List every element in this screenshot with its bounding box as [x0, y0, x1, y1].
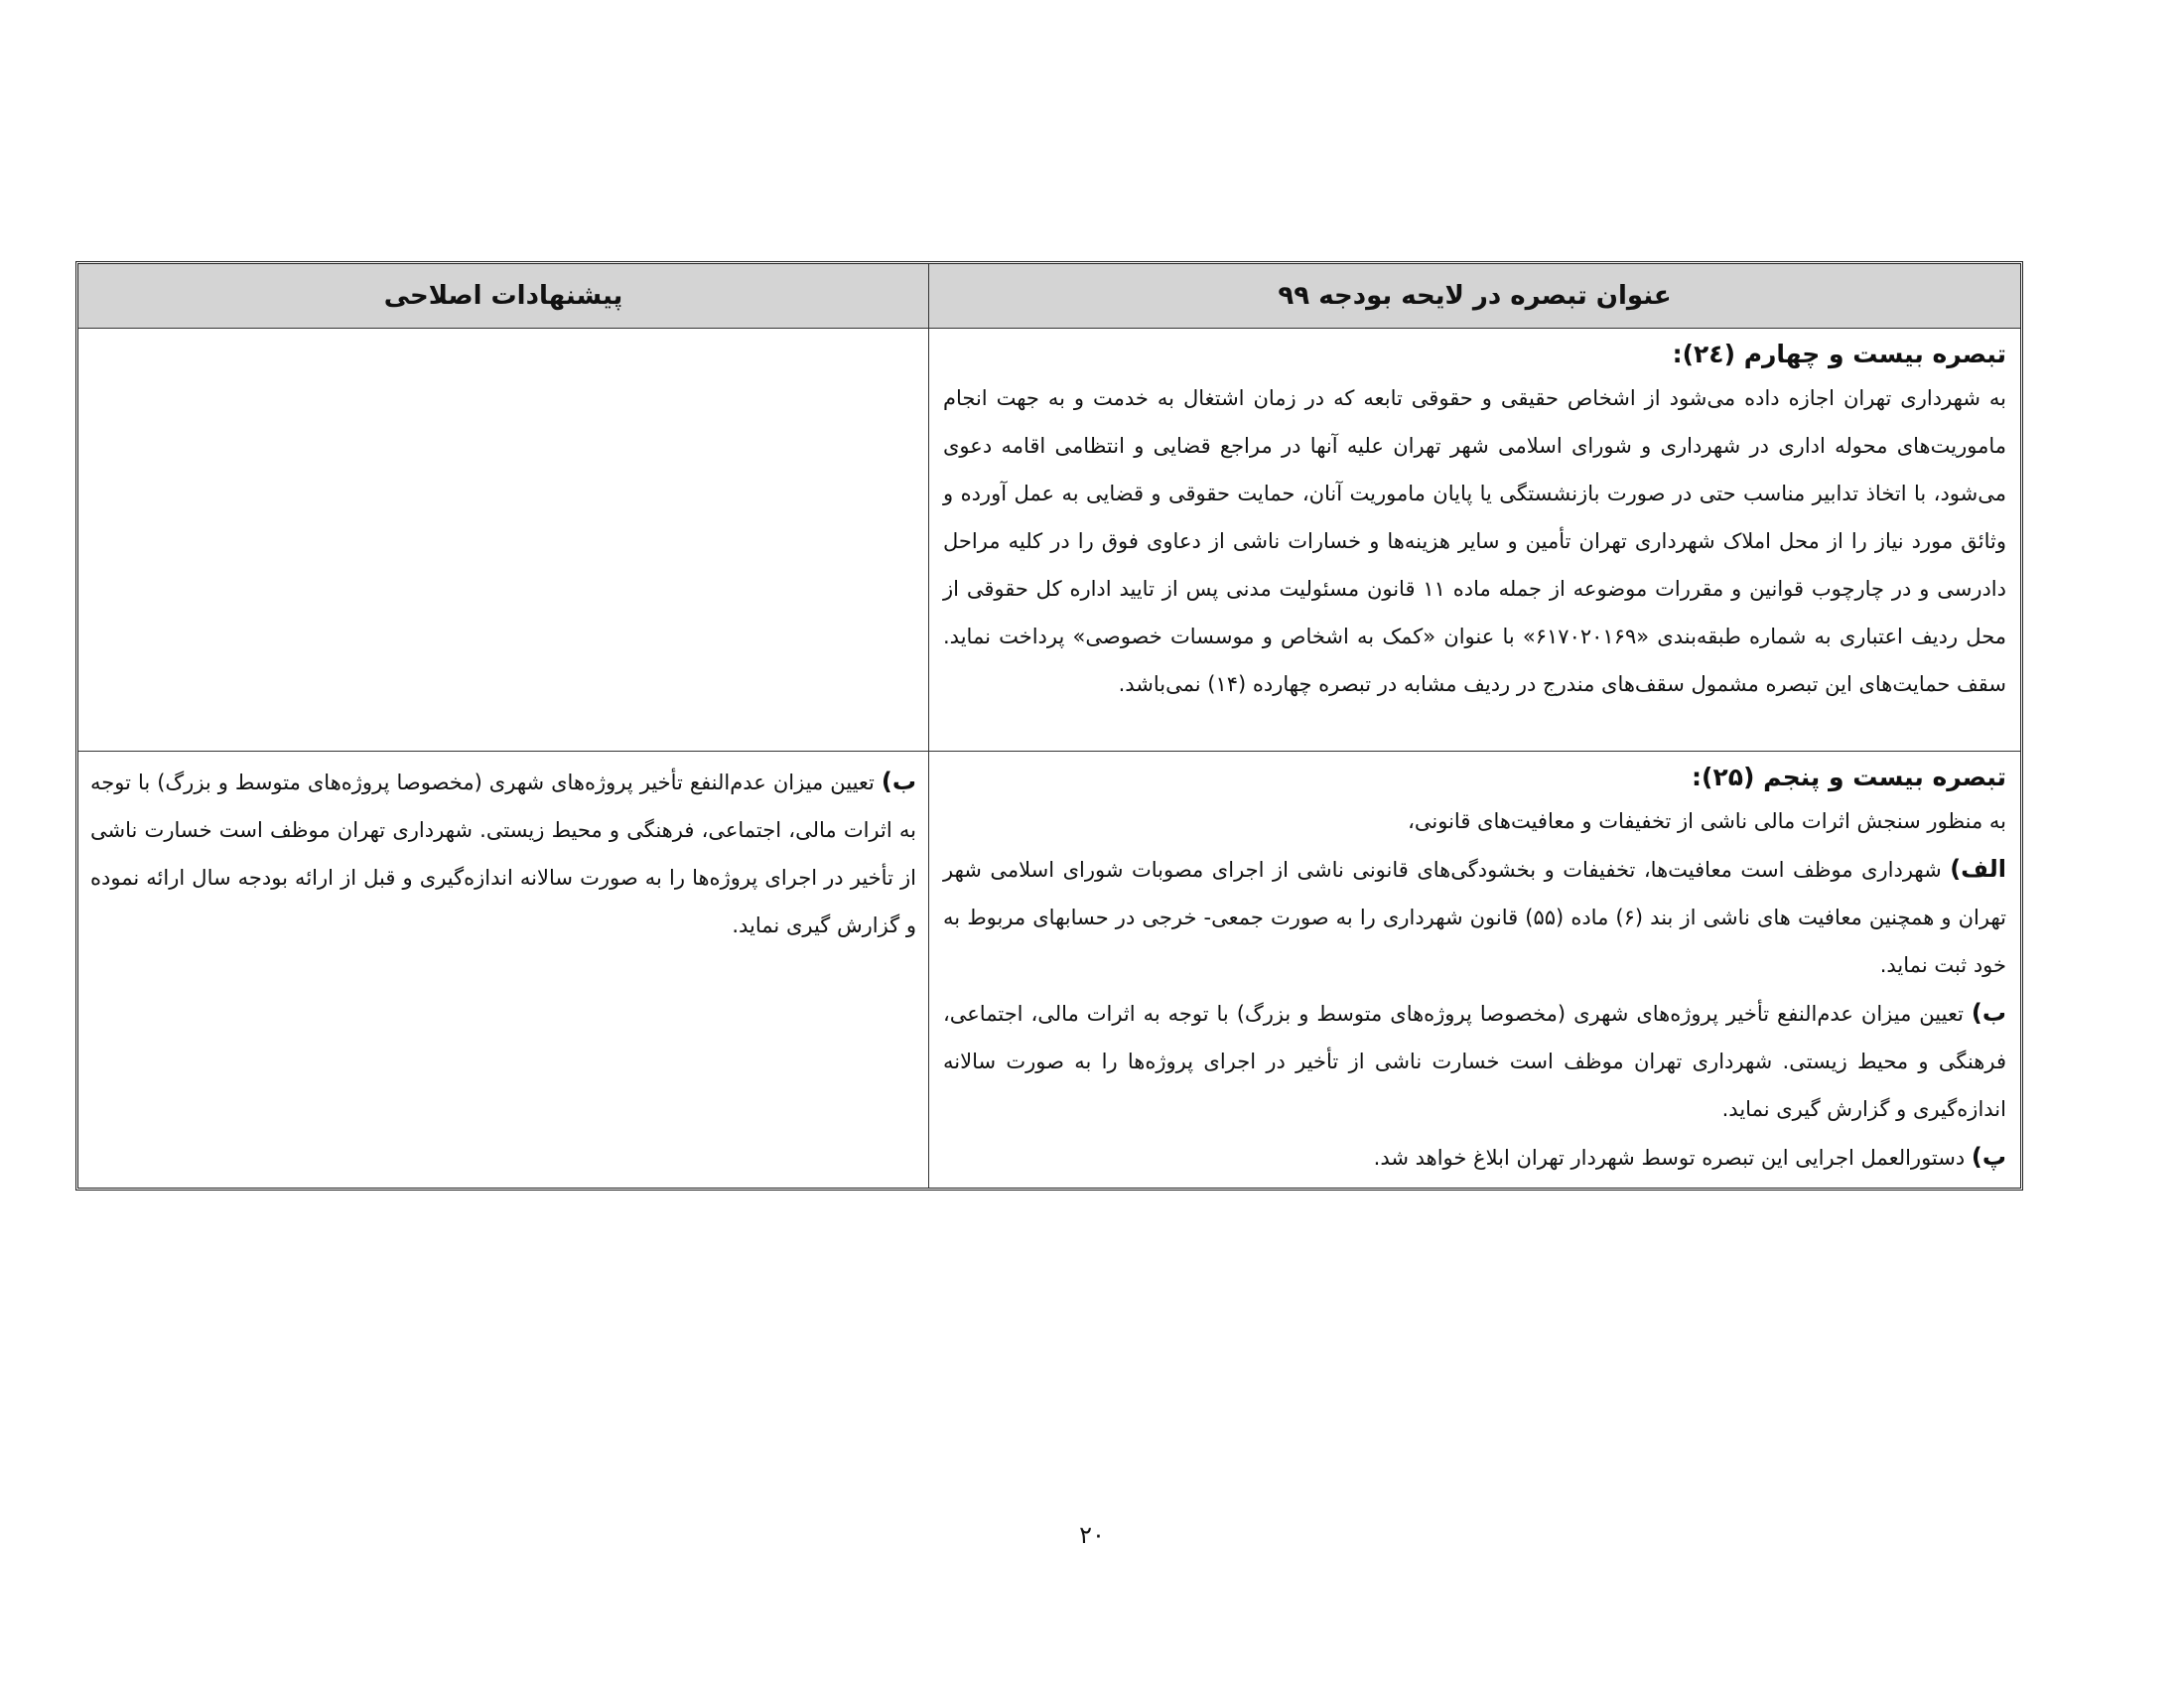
item-letter: پ)	[1971, 1143, 2006, 1171]
note-24-suggestion-cell	[78, 329, 928, 751]
item-text: دستورالعمل اجرایی این تبصره توسط شهردار تهران ابلاغ خواهد شد.	[1373, 1146, 1966, 1170]
suggestion-item-be	[90, 758, 916, 949]
item-letter: الف)	[1950, 855, 2006, 883]
note-25-intro: به منظور سنجش اثرات مالی ناشی از تخفیفات و معافیت‌های قانونی،	[1408, 809, 2006, 833]
note-24-body: به شهرداری تهران اجازه داده می‌شود از اشخاص حقیقی و حقوقی تابعه که در زمان اشتغال به خدمت و به جهت انجام ماموریت‌های محوله اداری در شهرداری و شورای اسلامی شهر تهران علیه آنها در مراجع قضایی و انتظامی اقامه دعوی می‌شود، با اتخاذ تدابیر مناسب حتی در صورت بازنشستگی یا پایان ماموریت آنان، حمایت حقوقی و قضایی به عمل آورده و وثائق مورد نیاز را از محل املاک شهرداری تهران تأمین و سایر هزینه‌ها و خسارات ناشی از دعاوی فوق را در کلیه مراحل دادرسی و در چارچوب قوانین و مقررات موضوعه از جمله ماده ۱۱ قانون مسئولیت مدنی پس از تایید اداره کل حقوقی از محل ردیف اعتباری به شماره طبقه‌بندی «۶۱۷۰۲۰۱۶۹» با عنوان «کمک به اشخاص و موسسات خصوصی» پرداخت نماید. سقف حمایت‌های این تبصره مشمول سقف‌های مندرج در ردیف مشابه در تبصره چهارده (۱۴) نمی‌باشد.	[943, 386, 2006, 696]
item-text: تعیین میزان عدم‌النفع تأخیر پروژه‌های شهری (مخصوصا پروژه‌های متوسط و بزرگ) با توجه به اثرات مالی، اجتماعی، فرهنگی و محیط زیستی. شهرداری تهران موظف است خسارت ناشی از تأخیر در اجرای پروژه‌ها را به صورت سالانه اندازه‌گیری و گزارش گیری نماید.	[943, 1002, 2006, 1121]
header-note-title: عنوان تبصره در لایحه بودجه ۹۹	[928, 264, 2020, 328]
note-24-title: تبصره بیست و چهارم (۲٤):	[1672, 340, 2006, 368]
note-25-item-alef	[943, 845, 2006, 989]
page-number: ۲۰	[1079, 1521, 1105, 1549]
budget-note-table	[75, 261, 2023, 1191]
item-text: تعیین میزان عدم‌النفع تأخیر پروژه‌های شهری (مخصوصا پروژه‌های متوسط و بزرگ) با توجه به اثرات مالی، اجتماعی، فرهنگی و محیط زیستی. شهرداری تهران موظف است خسارت ناشی از تأخیر در اجرای پروژه‌ها را به صورت سالانه اندازه‌گیری و قبل از ارائه بودجه سال ارائه نموده و گزارش گیری نماید.	[90, 771, 916, 937]
item-text: شهرداری موظف است معافیت‌ها، تخفیفات و بخشودگی‌های قانونی ناشی از اجرای مصوبات شورای اسلامی شهر تهران و همچنین معافیت های ناشی از بند (۶) ماده (۵۵) قانون شهرداری را به صورت جمعی- خرجی در حسابهای مربوط به خود ثبت نماید.	[943, 858, 2006, 977]
item-letter: ب)	[1971, 999, 2006, 1027]
note-25-item-pe	[943, 1133, 2006, 1182]
note-25-item-be	[943, 989, 2006, 1133]
table-header-row	[78, 264, 2020, 329]
table-row	[78, 329, 2020, 752]
note-24-cell	[928, 329, 2020, 751]
note-25-title: تبصره بیست و پنجم (۲۵):	[1692, 763, 2006, 791]
table-row	[78, 752, 2020, 1188]
note-25-suggestion-cell	[78, 752, 928, 1188]
note-25-cell	[928, 752, 2020, 1188]
item-letter: ب)	[881, 768, 916, 795]
header-suggestions: پیشنهادات اصلاحی	[383, 281, 623, 311]
